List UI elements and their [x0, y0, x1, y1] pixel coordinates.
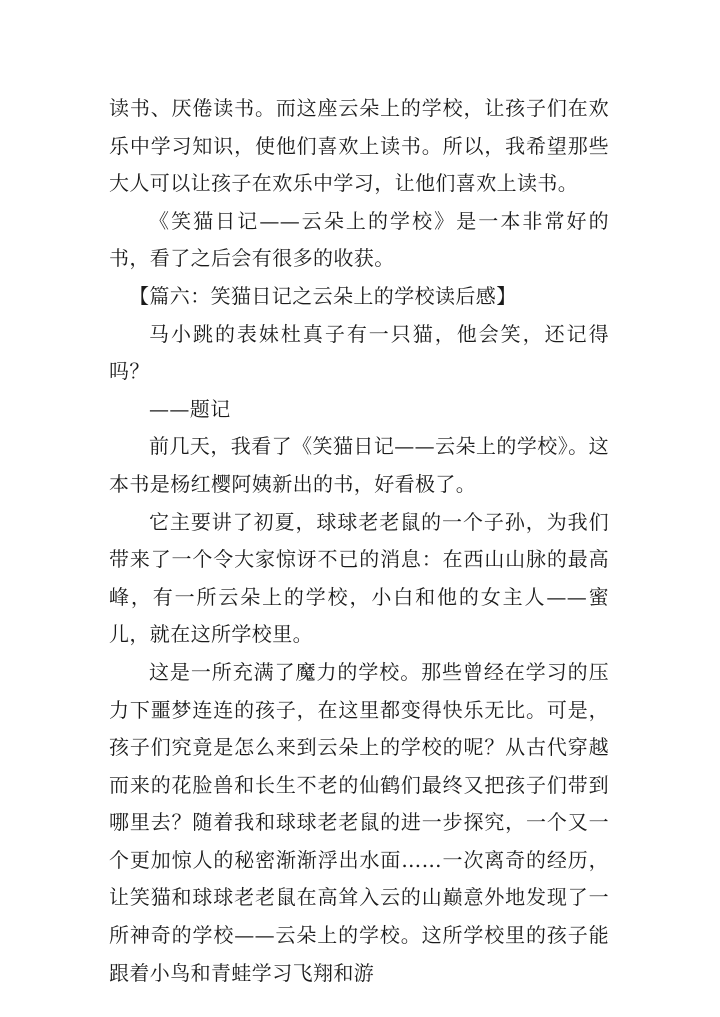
paragraph-book-review-summary: 《笑猫日记——云朵上的学校》是一本非常好的书，看了之后会有很多的收获。 [109, 208, 609, 271]
document-body [109, 90, 609, 992]
paragraph-school-description: 这是一所充满了魔力的学校。那些曾经在学习的压力下噩梦连连的孩子，在这里都变得快乐无比。可是，孩子们究竟是怎么来到云朵上的学校的呢？从古代穿越而来的花脸兽和长生不老的仙鹤们最终又把孩子们带到哪里去？随着我和球球老老鼠的进一步探究，一个又一个更加惊人的秘密渐渐浮出水面……一次离奇的经历，让笑猫和球球老老鼠在高耸入云的山巅意外地发现了一所神奇的学校——云朵上的学校。这所学校里的孩子能跟着小鸟和青蛙学习飞翔和游 [109, 659, 609, 985]
paragraph-intro: 前几天，我看了《笑猫日记——云朵上的学校》。这本书是杨红樱阿姨新出的书，好看极了。 [109, 434, 609, 496]
section-heading: 【篇六：笑猫日记之云朵上的学校读后感】 [129, 283, 517, 308]
paragraph-epigraph-attribution: ——题记 [149, 396, 231, 421]
paragraph-plot: 它主要讲了初夏，球球老老鼠的一个子孙，为我们带来了一个令大家惊讶不已的消息：在西山山脉的最高峰，有一所云朵上的学校，小白和他的女主人——蜜儿，就在这所学校里。 [109, 509, 609, 647]
paragraph-continuation: 读书、厌倦读书。而这座云朵上的学校，让孩子们在欢乐中学习知识，使他们喜欢上读书。所以，我希望那些大人可以让孩子在欢乐中学习，让他们喜欢上读书。 [109, 96, 609, 196]
paragraph-epigraph: 马小跳的表妹杜真子有一只猫，他会笑，还记得吗？ [109, 321, 609, 384]
